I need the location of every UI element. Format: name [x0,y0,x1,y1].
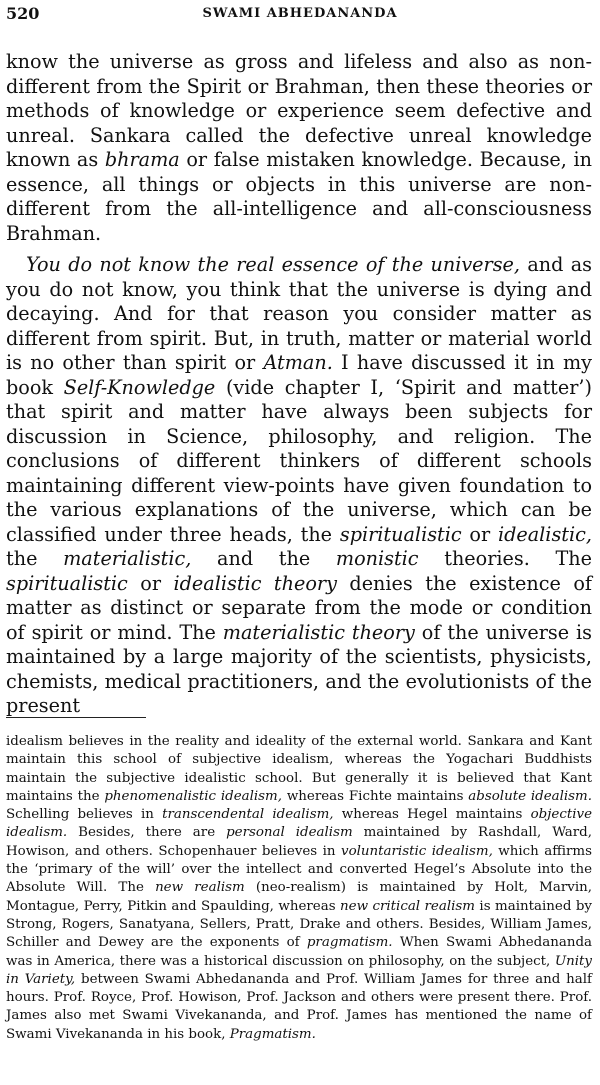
italic-run: monistic [335,547,419,570]
italic-run: materialistic theory [222,620,415,644]
italic-run: pragmatism. [306,935,393,951]
italic-run: personal idealism [226,825,353,841]
text-run: denies the existence of matter as distinct or separate from the mode or condition of spirit or mind. The [6,571,592,644]
text-run: or [461,522,498,546]
footnote-text [6,733,592,1044]
italic-run: Unity in Variety, [6,953,592,987]
text-run: whereas Hegel maintains [333,807,531,823]
text-run: or false mistaken knowledge. Because, in essence, all things or objects in this universe are non-different from the all-intelligence and all-consciousness Brahman. [6,148,592,245]
footnote-rule [6,717,146,718]
italic-run: Atman. [263,351,333,374]
text-run: When Swami Abhedananda was in America, there was a historical discussion on philosophy, on the subject, [6,935,592,969]
text-run: Schelling believes in [6,807,163,823]
text-run: (vide chapter I, ‘Spirit and matter’) that spirit and matter have always been subjects for discussion in Science, philosophy, and religion. The conclusions of different thinkers of different schools maintaining different view-points have given foundation to the various explanations of the universe, which can be classified under three heads, the [6,375,592,546]
main-text [6,50,592,719]
text-run: I have discussed it in my book [6,351,592,399]
italic-run: Self-Knowledge [63,375,216,399]
text-run: the [6,547,64,570]
italic-run: transcendental idealism, [162,807,334,823]
text-run: know the universe as gross and lifeless and also as non-different from the Spirit or Brahman, then these theories or methods of knowledge or experience seem defective and unreal. Sankara called the defective unreal knowledge known as [6,50,592,171]
text-run: or [127,571,174,595]
italic-run: Pragmatism. [229,1026,316,1042]
paragraph-1 [6,50,592,246]
text-run: and the [191,547,336,570]
italic-run: bhrama [104,148,180,171]
text-run: of the universe is maintained by a large majority of the scientists, physicists, chemists, medical practitioners, and the evolutionists of the present [6,620,592,717]
paragraph-2 [6,253,592,719]
text-run: Besides, there are [67,825,227,841]
italic-run: new realism [155,880,245,896]
italic-run: spiritualistic [339,522,462,546]
italic-run: materialistic, [63,547,192,570]
italic-run: objective idealism. [6,807,592,841]
footnote [6,733,592,1044]
text-run: maintained by Rashdall, Ward, Howison, and others. Schopenhauer believes in [6,825,593,859]
text-run: theories. The [418,547,592,570]
text-run: is maintained by Strong, Rogers, Sanatyana, Sellers, Pratt, Drake and others. Besides, William James, Schiller and Dewey are the exponents of [6,898,592,951]
text-run: and as you do not know, you think that the universe is dying and decaying. And for that reason you consider matter as different from spirit. But, in truth, matter or material world is no other than spirit or [6,253,592,374]
italic-run: phenomenalistic idealism, [104,788,282,804]
italic-run: idealistic, [497,522,592,546]
text-run: whereas Fichte maintains [282,788,469,804]
italic-run: idealistic theory [173,571,337,595]
running-head: SWAMI ABHEDANANDA [202,6,398,21]
text-run: which affirms the ‘primary of the will’ over the intellect and converted Hegel’s Absolute into the Absolute Will. The [6,843,593,896]
italic-run: absolute idealism. [468,788,592,804]
italic-run: spiritualistic [6,571,128,595]
page-header [6,4,594,24]
italic-run: new critical realism [340,898,475,914]
italic-run: voluntaristic idealism, [341,843,493,859]
text-run: between Swami Abhedananda and Prof. William James for three and half hours. Prof. Royce, Prof. Howison, Prof. Jackson and others were present there. Prof. James also met Swami Vivekananda, and Prof. James has mentioned the name of Swami Vivekananda in his book, [6,971,592,1042]
page-number: 520 [6,4,40,23]
text-run: (neo-realism) is maintained by Holt, Marvin, Montague, Perry, Pitkin and Spaulding, whereas [6,880,592,914]
italic-run: You do not know the real essence of the universe, [26,253,521,276]
text-run: idealism believes in the reality and ideality of the external world. Sankara and Kant maintain this school of subjective idealism, whereas the Yogachari Buddhists maintain the subjective idealistic school. But generally it is believed that Kant maintains the [6,734,592,804]
